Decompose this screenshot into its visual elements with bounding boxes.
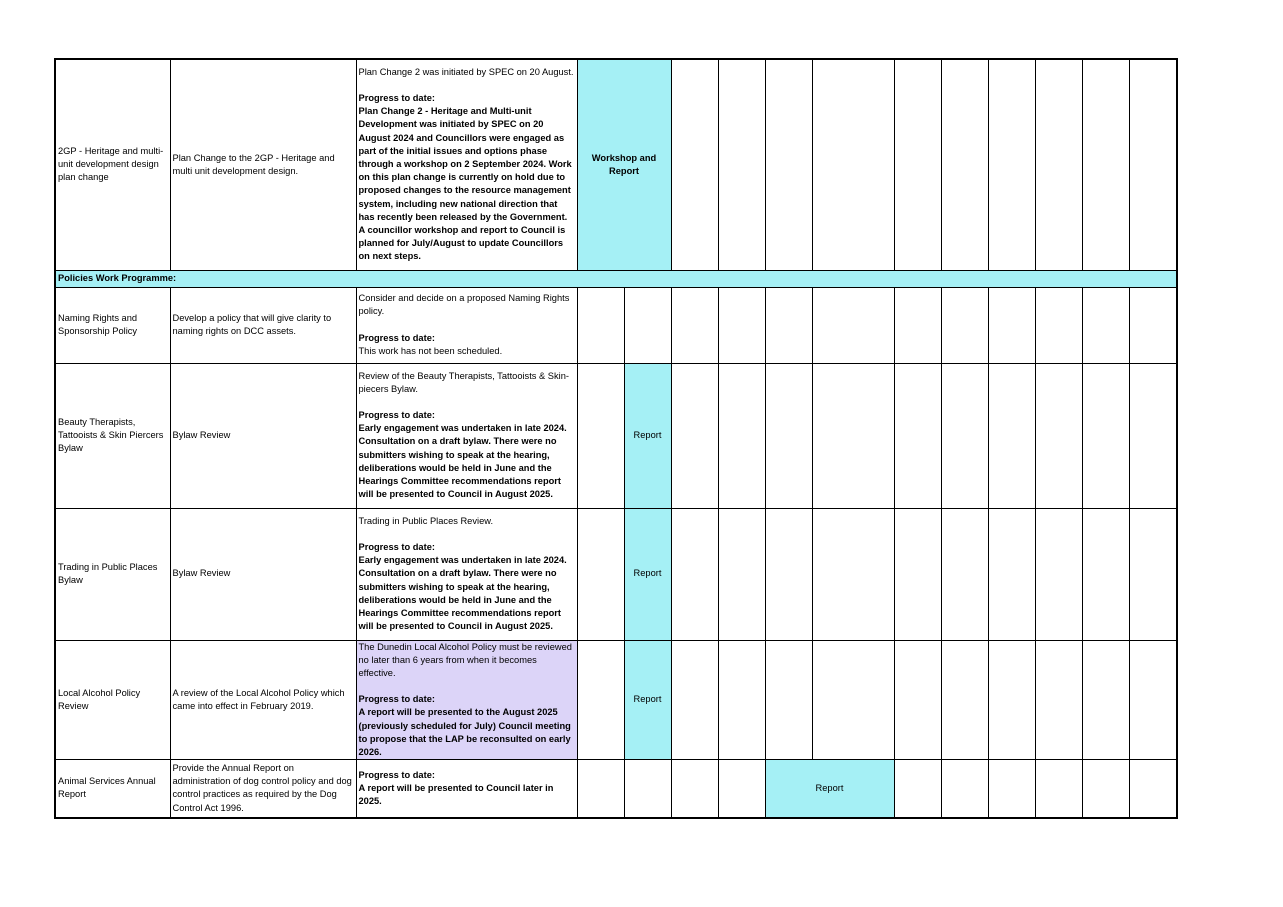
section-title: Policies Work Programme:	[55, 270, 1177, 287]
row-name: Trading in Public Places Bylaw	[55, 508, 170, 640]
progress-intro: Review of the Beauty Therapists, Tattooists & Skin-piecers Bylaw.	[358, 370, 569, 394]
row-name: Local Alcohol Policy Review	[55, 640, 170, 760]
progress-intro: Plan Change 2 was initiated by SPEC on 20 August.	[358, 66, 574, 77]
row-progress	[356, 363, 577, 508]
milestone-cell: Report	[624, 508, 671, 640]
section-row	[55, 270, 1177, 287]
row-progress	[356, 59, 577, 270]
progress-label: Progress to date:	[358, 332, 435, 343]
milestone-cell: Report	[765, 760, 894, 818]
row-name: Naming Rights and Sponsorship Policy	[55, 287, 170, 363]
progress-text: A report will be presented to Council later in 2025.	[358, 782, 554, 806]
milestone-cell: Workshop and Report	[577, 59, 671, 270]
work-programme-table	[54, 58, 1178, 819]
row-progress	[356, 287, 577, 363]
milestone-cell: Report	[624, 363, 671, 508]
progress-text: Plan Change 2 - Heritage and Multi-unit Development was initiated by SPEC on 20 August 2024 and Councillors were engaged as part of the initial issues and options phase through a workshop on 2 September 2024. Work on this plan change is currently on hold due to proposed changes to the resource management system, including new national direction that has recently been released by the Government. A councillor workshop and report to Council is planned for July/August to update Councillors on next steps.	[358, 106, 572, 262]
progress-label: Progress to date:	[358, 541, 435, 552]
progress-label: Progress to date:	[358, 93, 435, 104]
row-description: A review of the Local Alcohol Policy which came into effect in February 2019.	[170, 640, 356, 760]
progress-text: This work has not been scheduled.	[358, 345, 503, 356]
row-progress	[356, 760, 577, 818]
row-description: Bylaw Review	[170, 508, 356, 640]
milestone-cell: Report	[624, 640, 671, 760]
progress-intro: The Dunedin Local Alcohol Policy must be reviewed no later than 6 years from when it becomes effective.	[358, 641, 572, 678]
table-row	[55, 59, 1177, 270]
row-name: Beauty Therapists, Tattooists & Skin Piercers Bylaw	[55, 363, 170, 508]
progress-text: Early engagement was undertaken in late 2024. Consultation on a draft bylaw. There were no submitters wishing to speak at the hearing, deliberations would be held in June and the Hearings Committee recommendations report will be presented to Council in August 2025.	[358, 423, 567, 500]
table-row	[55, 640, 1177, 760]
progress-text: Early engagement was undertaken in late 2024. Consultation on a draft bylaw. There were no submitters wishing to speak at the hearing, deliberations would be held in June and the Hearings Committee recommendations report will be presented to Council in August 2025.	[358, 555, 567, 632]
progress-intro: Consider and decide on a proposed Naming Rights policy.	[358, 293, 570, 317]
row-description: Provide the Annual Report on administration of dog control policy and dog control practices as required by the Dog Control Act 1996.	[170, 760, 356, 818]
progress-label: Progress to date:	[358, 694, 435, 705]
progress-text: A report will be presented to the August 2025 (previously scheduled for July) Council meeting to propose that the LAP be reconsulted on early 2026.	[358, 707, 571, 757]
table-row	[55, 287, 1177, 363]
progress-label: Progress to date:	[358, 409, 435, 420]
table-row	[55, 760, 1177, 818]
row-description: Bylaw Review	[170, 363, 356, 508]
row-description: Develop a policy that will give clarity to naming rights on DCC assets.	[170, 287, 356, 363]
row-name: 2GP - Heritage and multi-unit development design plan change	[55, 59, 170, 270]
progress-label: Progress to date:	[358, 769, 435, 780]
row-name: Animal Services Annual Report	[55, 760, 170, 818]
table-row	[55, 508, 1177, 640]
row-description: Plan Change to the 2GP - Heritage and multi unit development design.	[170, 59, 356, 270]
row-progress	[356, 508, 577, 640]
progress-intro: Trading in Public Places Review.	[358, 515, 494, 526]
row-progress	[356, 640, 577, 760]
table-row	[55, 363, 1177, 508]
